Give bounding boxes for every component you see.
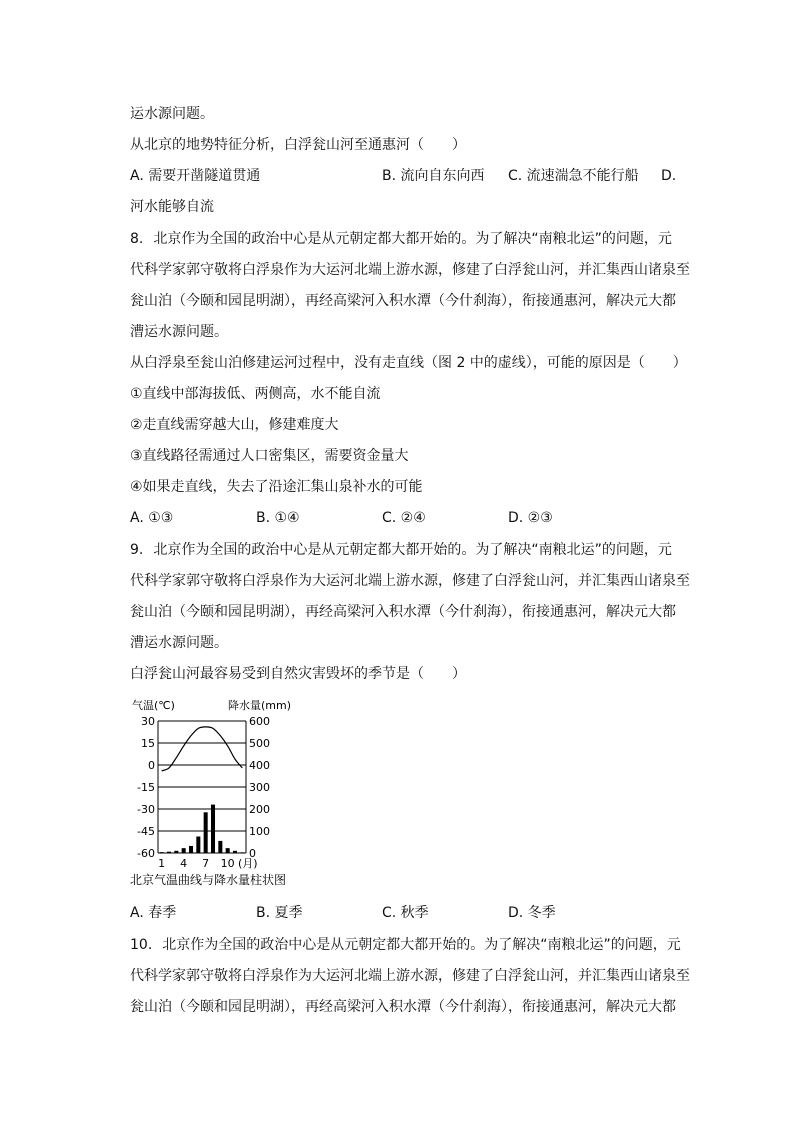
x-tick-label: 7 — [202, 857, 210, 870]
right-tick-label: 100 — [249, 825, 270, 838]
question-9-line-3: 瓮山泊（今颐和园昆明湖），再经高梁河入积水潭（今什刹海），衔接通惠河，解决元大都 — [130, 604, 676, 620]
precipitation-bar — [211, 805, 215, 853]
x-tick-label: 4 — [180, 857, 188, 870]
q7-option-b: B. 流向自东向西 — [382, 168, 485, 184]
right-tick-label: 0 — [249, 847, 256, 860]
climate-chart — [128, 695, 328, 890]
precipitation-bar — [189, 846, 193, 853]
chart-title: 北京气温曲线与降水量柱状图 — [130, 873, 287, 887]
q9-option-c: C. 秋季 — [382, 905, 429, 921]
question-10-line-1 — [130, 936, 681, 954]
left-tick-label: -45 — [137, 825, 155, 838]
precipitation-bar — [196, 837, 200, 854]
statement-3: ③直线路径需通过人口密集区，需要资金量大 — [130, 448, 409, 464]
precipitation-bar — [240, 852, 244, 853]
question-9-text: 北京作为全国的政治中心是从元朝定都大都开始的。为了解决“南粮北运”的问题，元 — [153, 542, 672, 558]
right-tick-label: 300 — [249, 781, 270, 794]
question-8-stem: 从白浮泉至瓮山泊修建运河过程中，没有走直线（图 2 中的虚线），可能的原因是（ ） — [130, 355, 687, 371]
x-axis-unit: (月) — [238, 857, 258, 870]
q7-option-a: A. 需要开凿隧道贯通 — [130, 168, 261, 184]
x-tick-label: 10 — [220, 857, 235, 870]
right-tick-label: 500 — [249, 737, 270, 750]
left-axis-title: 气温(℃) — [132, 699, 175, 712]
q9-option-d: D. 冬季 — [508, 905, 556, 921]
precipitation-bar — [204, 812, 208, 853]
question-8-number: 8. — [130, 231, 144, 247]
precipitation-bar — [174, 851, 178, 853]
right-tick-label: 200 — [249, 803, 270, 816]
q9-option-b: B. 夏季 — [256, 905, 303, 921]
question-7-stem: 从北京的地势特征分析，白浮瓮山河至通惠河（ ） — [130, 137, 466, 153]
q7-option-d: D. — [661, 168, 677, 184]
question-8-line-1 — [130, 230, 672, 248]
precipitation-bar — [167, 852, 171, 853]
statement-1: ①直线中部海拔低、两侧高，水不能自流 — [130, 386, 381, 402]
question-8-line-3: 瓮山泊（今颐和园昆明湖），再经高梁河入积水潭（今什刹海），衔接通惠河，解决元大都 — [130, 293, 676, 309]
q7-option-d-text: 河水能够自流 — [130, 199, 214, 215]
chart-grid — [158, 721, 246, 853]
question-10-number: 10. — [130, 937, 153, 953]
q8-option-b: B. ①④ — [256, 510, 300, 526]
question-8-line-4: 漕运水源问题。 — [130, 324, 228, 340]
line-l1: 运水源问题。 — [130, 106, 214, 122]
x-tick-label: 1 — [158, 857, 166, 870]
statement-4: ④如果走直线，失去了沿途汇集山泉补水的可能 — [130, 479, 423, 495]
question-9-number: 9. — [130, 542, 144, 558]
precipitation-bar — [160, 852, 164, 853]
statement-2: ②走直线需穿越大山，修建难度大 — [130, 417, 339, 433]
precipitation-bar — [226, 848, 230, 853]
right-axis-title: 降水量(mm) — [228, 699, 292, 712]
precipitation-bar — [182, 848, 186, 853]
left-tick-label: -30 — [137, 803, 155, 816]
q8-option-c: C. ②④ — [382, 510, 426, 526]
question-9-line-1 — [130, 541, 672, 559]
question-10-line-2: 代科学家郭守敬将白浮泉作为大运河北端上游水源，修建了白浮瓮山河，并汇集西山诸泉至 — [130, 968, 690, 984]
left-tick-label: -60 — [137, 847, 155, 860]
question-9-line-2: 代科学家郭守敬将白浮泉作为大运河北端上游水源，修建了白浮瓮山河，并汇集西山诸泉至 — [130, 573, 690, 589]
question-8-text: 北京作为全国的政治中心是从元朝定都大都开始的。为了解决“南粮北运”的问题，元 — [153, 231, 672, 247]
q8-option-d: D. ②③ — [508, 510, 553, 526]
temperature-curve — [162, 727, 243, 771]
left-tick-label: 0 — [148, 759, 155, 772]
right-tick-label: 600 — [249, 715, 270, 728]
precipitation-bar — [218, 841, 222, 853]
q9-option-a: A. 春季 — [130, 905, 177, 921]
question-9-stem: 白浮瓮山河最容易受到自然灾害毁坏的季节是（ ） — [130, 666, 466, 682]
precipitation-bars — [160, 805, 245, 853]
left-tick-label: 30 — [141, 715, 155, 728]
precipitation-bar — [233, 851, 237, 853]
left-tick-label: -15 — [137, 781, 155, 794]
left-tick-label: 15 — [141, 737, 155, 750]
right-tick-label: 400 — [249, 759, 270, 772]
question-8-line-2: 代科学家郭守敬将白浮泉作为大运河北端上游水源，修建了白浮瓮山河，并汇集西山诸泉至 — [130, 262, 690, 278]
question-10-line-3: 瓮山泊（今颐和园昆明湖），再经高梁河入积水潭（今什刹海），衔接通惠河，解决元大都 — [130, 999, 676, 1015]
q8-option-a: A. ①③ — [130, 510, 174, 526]
question-10-text: 北京作为全国的政治中心是从元朝定都大都开始的。为了解决“南粮北运”的问题，元 — [162, 937, 681, 953]
question-9-line-4: 漕运水源问题。 — [130, 635, 228, 651]
q7-option-c: C. 流速湍急不能行船 — [508, 168, 639, 184]
